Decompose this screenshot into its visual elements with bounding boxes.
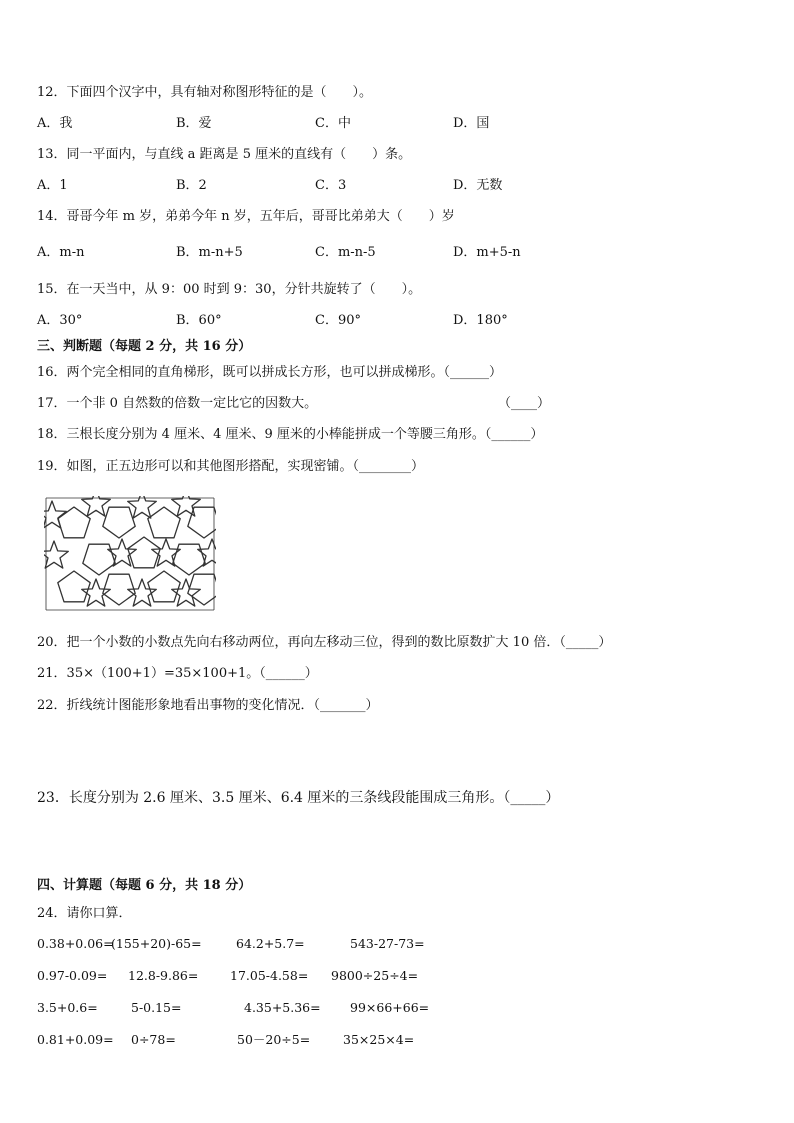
- question-13: 13．同一平面内，与直线 a 距离是 5 厘米的直线有（ ）条。: [37, 147, 412, 162]
- option-d: D．无数: [453, 178, 503, 193]
- pentagon-shape: [188, 507, 216, 538]
- tessellation-pattern: [44, 496, 216, 610]
- option-b: B．60°: [176, 313, 222, 328]
- option-d: D．180°: [453, 313, 508, 328]
- question-18: 18．三根长度分别为 4 厘米、4 厘米、9 厘米的小棒能拼成一个等腰三角形。（______）: [37, 427, 544, 442]
- calc-item: (155+20)-65=: [111, 936, 202, 951]
- calc-item: 64.2+5.7=: [236, 936, 305, 951]
- calc-item: 543-27-73=: [350, 936, 425, 951]
- question-20: 20．把一个小数的小数点先向右移动两位，再向左移动三位，得到的数比原数扩大 10 倍．（_____）: [37, 635, 612, 650]
- question-22: 22．折线统计图能形象地看出事物的变化情况．（_______）: [37, 698, 379, 713]
- star-shape: [82, 496, 111, 516]
- section-4-heading: 四、计算题（每题 6 分，共 18 分）: [37, 878, 252, 893]
- pentagon-shape: [58, 571, 90, 602]
- option-b: B．2: [176, 178, 207, 193]
- question-12: 12．下面四个汉字中，具有轴对称图形特征的是（ ）。: [37, 85, 373, 100]
- option-c: C．90°: [315, 313, 361, 328]
- section-3-heading: 三、判断题（每题 2 分，共 16 分）: [37, 339, 252, 354]
- calc-item: 35×25×4=: [343, 1032, 415, 1047]
- option-c: C．中: [315, 116, 351, 131]
- option-c: C．m-n-5: [315, 245, 376, 260]
- calc-item: 9800÷25÷4=: [331, 968, 419, 983]
- question-21: 21．35×（100+1）=35×100+1。（______）: [37, 666, 318, 681]
- option-d: D．m+5-n: [453, 245, 521, 260]
- calc-item: 0÷78=: [131, 1032, 176, 1047]
- option-a: A．m-n: [37, 245, 85, 260]
- question-24: 24．请你口算．: [37, 906, 132, 921]
- calc-item: 99×66+66=: [350, 1000, 430, 1015]
- star-shape: [198, 539, 216, 566]
- calc-item: 17.05-4.58=: [230, 968, 309, 983]
- calc-item: 12.8-9.86=: [128, 968, 199, 983]
- question-14: 14．哥哥今年 m 岁，弟弟今年 n 岁，五年后，哥哥比弟弟大（ ）岁: [37, 209, 455, 224]
- option-a: A．我: [37, 116, 73, 131]
- calc-item: 0.97-0.09=: [37, 968, 108, 983]
- calc-item: 0.38+0.06=: [37, 936, 114, 951]
- calc-item: 3.5+0.6=: [37, 1000, 98, 1015]
- star-shape: [44, 541, 68, 568]
- pentagon-shape: [103, 507, 135, 538]
- option-b: B．爱: [176, 116, 212, 131]
- question-19: 19．如图，正五边形可以和其他图形搭配，实现密铺。（________）: [37, 459, 425, 474]
- calc-item: 50－20÷5=: [237, 1032, 311, 1047]
- calc-item: 0.81+0.09=: [37, 1032, 114, 1047]
- star-shape: [172, 579, 201, 606]
- pentagon-tessellation-figure: [44, 496, 216, 612]
- option-a: A．1: [37, 178, 68, 193]
- option-d: D．国: [453, 116, 490, 131]
- question-16: 16．两个完全相同的直角梯形，既可以拼成长方形，也可以拼成梯形。（______）: [37, 365, 503, 380]
- star-shape: [172, 496, 201, 516]
- option-b: B．m-n+5: [176, 245, 243, 260]
- question-15: 15．在一天当中，从 9：00 时到 9：30，分针共旋转了（ ）。: [37, 282, 422, 297]
- calc-item: 5-0.15=: [131, 1000, 182, 1015]
- pentagon-shape: [148, 571, 180, 602]
- question-23: 23．长度分别为 2.6 厘米、3.5 厘米、6.4 厘米的三条线段能围成三角形。（_____）: [37, 790, 560, 806]
- calc-item: 4.35+5.36=: [244, 1000, 321, 1015]
- option-c: C．3: [315, 178, 347, 193]
- star-shape: [44, 501, 66, 528]
- question-17-blank: （____）: [498, 396, 551, 411]
- question-17: 17．一个非 0 自然数的倍数一定比它的因数大。: [37, 396, 318, 411]
- option-a: A．30°: [37, 313, 83, 328]
- pentagon-shape: [148, 507, 180, 538]
